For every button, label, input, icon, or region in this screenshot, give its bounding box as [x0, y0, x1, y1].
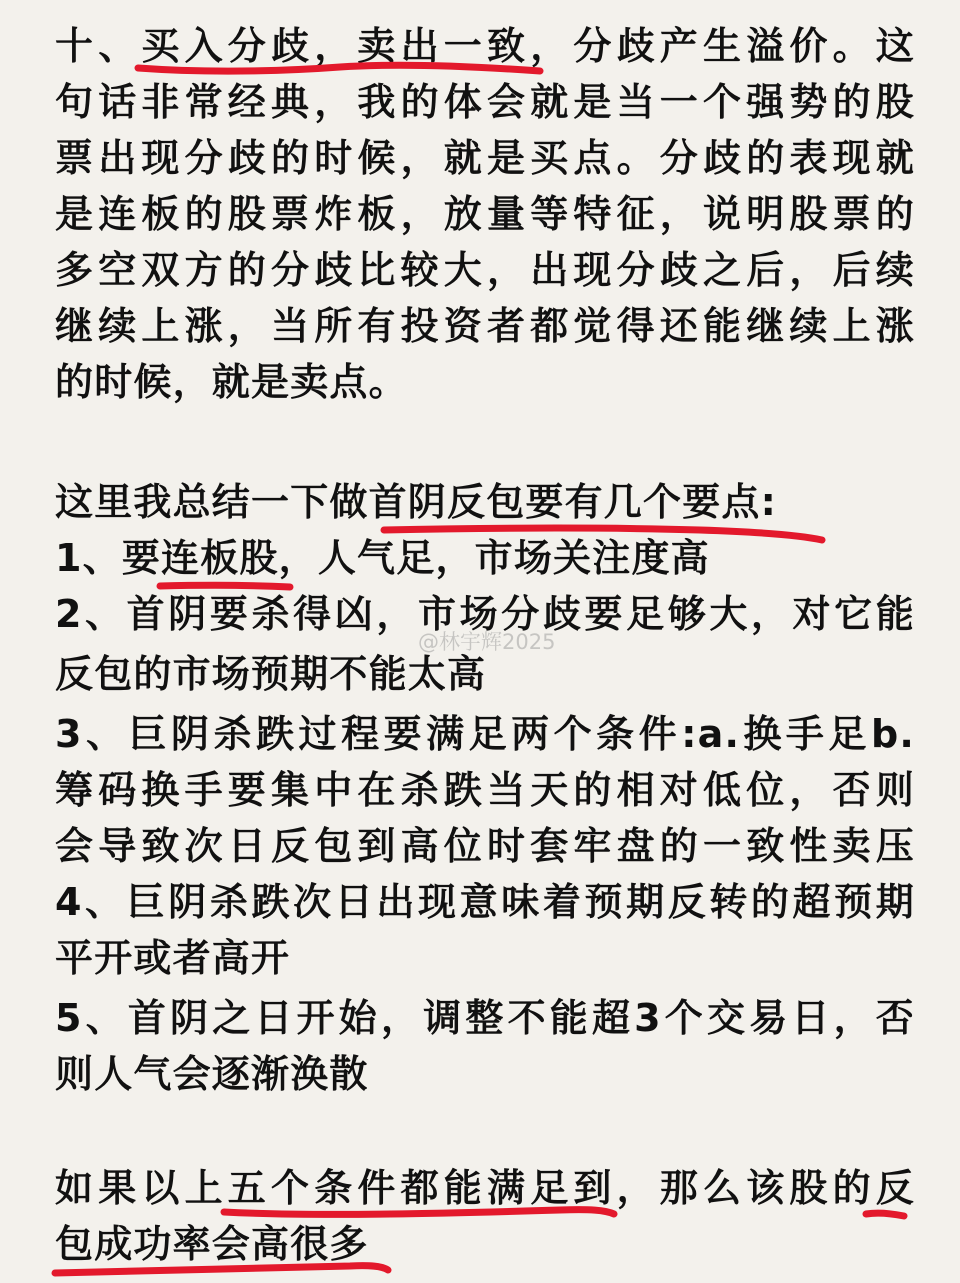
point-1-line-1: 1、要连板股，人气足，市场关注度高 [55, 536, 710, 580]
point-5-line-1: 5、首阴之日开始，调整不能超3个交易日，否 [55, 996, 915, 1040]
point-3-line-2: 筹码换手要集中在杀跌当天的相对低位，否则 [55, 768, 915, 812]
point-5-line-2: 则人气会逐渐涣散 [55, 1052, 369, 1096]
paragraph1-line-6: 继续上涨，当所有投资者都觉得还能继续上涨 [55, 304, 915, 348]
paragraph1-line-4: 是连板的股票炸板，放量等特征，说明股票的 [55, 192, 915, 236]
conclusion-line-2: 包成功率会高很多 [55, 1222, 369, 1266]
point-2-line-1: 2、首阴要杀得凶，市场分歧要足够大，对它能 [55, 592, 915, 636]
paragraph1-line-2: 句话非常经典，我的体会就是当一个强势的股 [55, 80, 915, 124]
paragraph1-line-1: 十、买入分歧，卖出一致，分歧产生溢价。这 [55, 24, 915, 68]
paragraph1-line-5: 多空双方的分歧比较大，出现分歧之后，后续 [55, 248, 915, 292]
point-3-line-1: 3、巨阴杀跌过程要满足两个条件:a.换手足b. [55, 712, 915, 756]
point-3-line-3: 会导致次日反包到高位时套牢盘的一致性卖压 [55, 824, 915, 868]
watermark: @林宇辉2025 [418, 630, 556, 654]
conclusion-line-1: 如果以上五个条件都能满足到，那么该股的反 [55, 1166, 915, 1210]
paragraph1-line-3: 票出现分歧的时候，就是买点。分歧的表现就 [55, 136, 915, 180]
point-4-line-1: 4、巨阴杀跌次日出现意味着预期反转的超预期 [55, 880, 915, 924]
points-intro: 这里我总结一下做首阴反包要有几个要点: [55, 480, 777, 524]
point-4-line-2: 平开或者高开 [55, 936, 291, 980]
point-2-line-2: 反包的市场预期不能太高 [55, 652, 487, 696]
paragraph1-line-7: 的时候，就是卖点。 [55, 360, 408, 404]
